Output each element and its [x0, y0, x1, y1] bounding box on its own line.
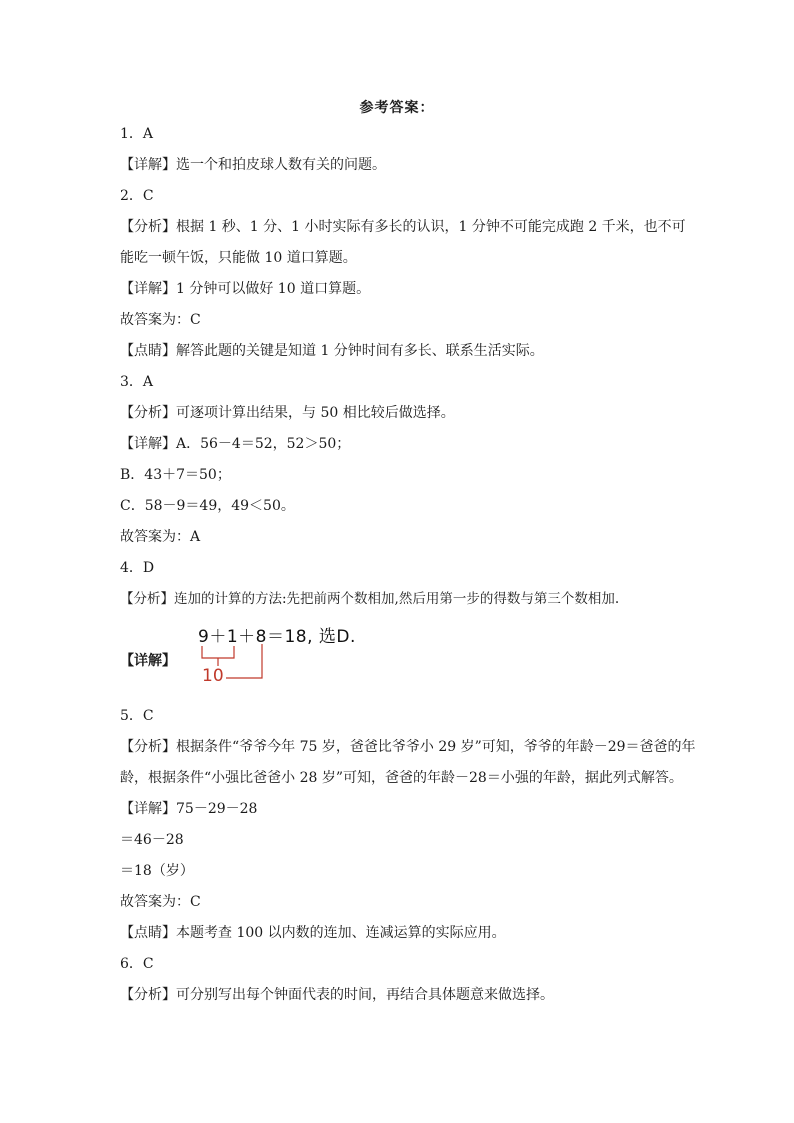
detail-line: 【详解】选一个和拍皮球人数有关的问题。 [120, 157, 386, 173]
detail-line: 【详解】A．56－4＝52，52＞50； [120, 436, 351, 452]
diagram-label: 【详解】 [120, 653, 176, 669]
analysis-line: 【分析】根据条件“爷爷今年 75 岁，爸爸比爷爷小 29 岁”可知，爷爷的年龄－29＝爸爸的年 [120, 739, 696, 755]
analysis-line-cont: 龄，根据条件“小强比爸爸小 28 岁”可知，爸爸的年龄－28＝小强的年龄，据此列式解答。 [120, 770, 683, 786]
remark-line: 【点睛】本题考查 100 以内数的连加、连减运算的实际应用。 [120, 925, 506, 941]
calc-step: ＝46－28 [120, 832, 184, 848]
addition-diagram [120, 620, 420, 690]
diagram-equation: 9＋1＋8＝18, 选D. [198, 627, 356, 647]
analysis-line: 【分析】可逐项计算出结果，与 50 相比较后做选择。 [120, 405, 455, 421]
answer-number-5: 5．C [120, 708, 154, 724]
answer-line: 故答案为：A [120, 529, 201, 545]
diagram-partial-sum: 10 [202, 666, 224, 686]
option-line: B．43＋7＝50； [120, 467, 231, 483]
remark-line: 【点睛】解答此题的关键是知道 1 分钟时间有多长、联系生活实际。 [120, 343, 544, 359]
calc-step: ＝18（岁） [120, 863, 194, 879]
answer-line: 故答案为：C [120, 312, 201, 328]
answer-number-3: 3．A [120, 374, 154, 390]
answer-number-2: 2．C [120, 188, 154, 204]
page-title: 参考答案： [359, 100, 435, 116]
detail-line: 【详解】1 分钟可以做好 10 道口算题。 [120, 281, 371, 297]
analysis-line: 【分析】连加的计算的方法:先把前两个数相加,然后用第一步的得数与第三个数相加. [120, 591, 620, 607]
answer-number-6: 6．C [120, 956, 154, 972]
diagram-bracket-lines [120, 620, 420, 690]
answer-line: 故答案为：C [120, 894, 201, 910]
answer-number-1: 1．A [120, 126, 154, 142]
analysis-line-cont: 能吃一顿午饭，只能做 10 道口算题。 [120, 250, 357, 266]
detail-line: 【详解】75－29－28 [120, 801, 258, 817]
analysis-line: 【分析】可分别写出每个钟面代表的时间，再结合具体题意来做选择。 [120, 987, 554, 1003]
option-line: C．58－9＝49，49＜50。 [120, 498, 295, 514]
analysis-line: 【分析】根据 1 秒、1 分、1 小时实际有多长的认识，1 分钟不可能完成跑 2 千米，也不可 [120, 219, 686, 235]
answer-number-4: 4．D [120, 560, 155, 576]
